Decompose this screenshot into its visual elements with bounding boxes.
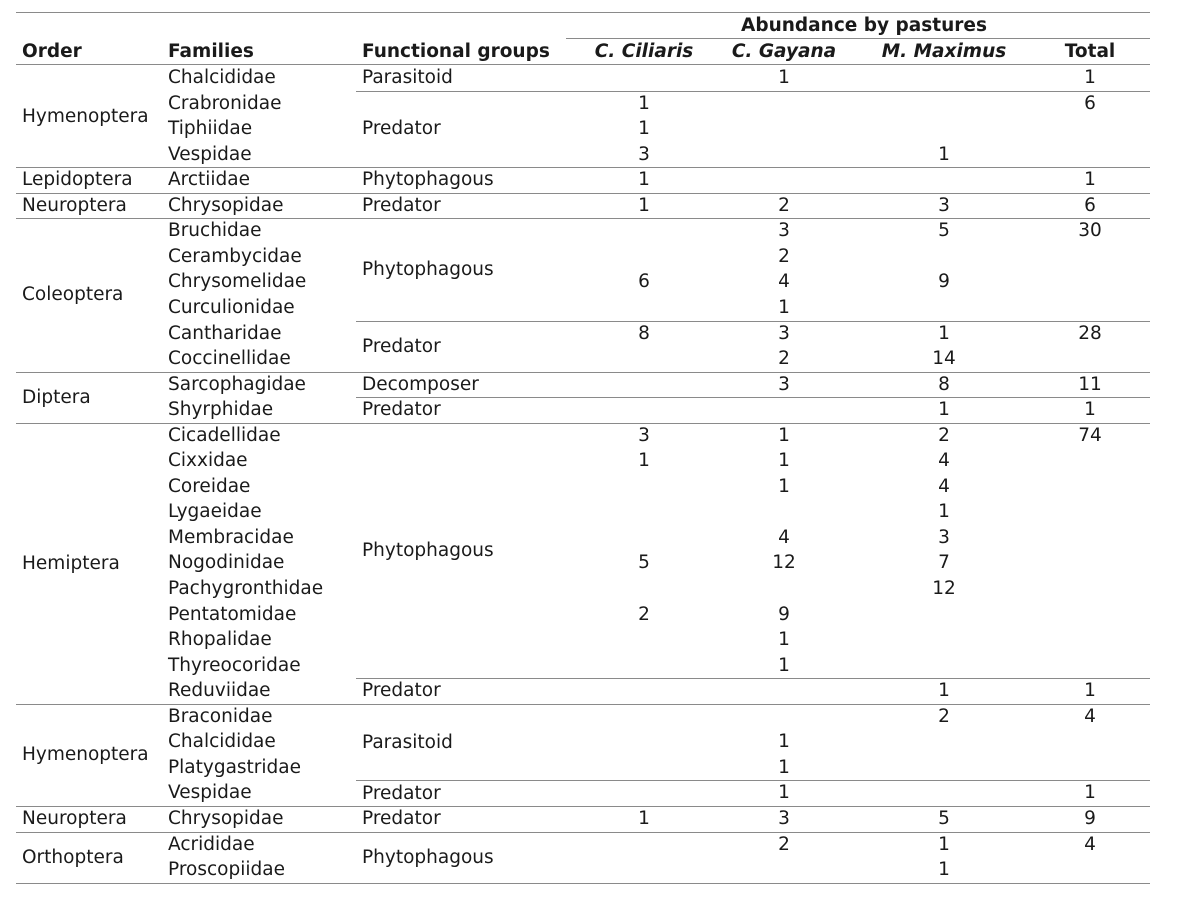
family-name: Cantharidae [168, 322, 282, 344]
order-label: Coleoptera [22, 284, 124, 306]
order-divider [16, 704, 1150, 705]
value-c-gayana: 3 [778, 220, 790, 242]
value-c-gayana: 1 [778, 731, 790, 753]
value-m-maximus: 1 [938, 399, 950, 421]
functional-group-label: Parasitoid [362, 67, 453, 89]
value-total: 4 [1084, 833, 1096, 855]
value-m-maximus: 1 [938, 859, 950, 881]
value-c-gayana: 1 [778, 475, 790, 497]
value-c-ciliaris: 1 [638, 92, 650, 114]
value-m-maximus: 1 [938, 143, 950, 165]
functional-group-label: Predator [362, 335, 441, 357]
family-name: Vespidae [168, 143, 252, 165]
top-rule [16, 12, 1150, 13]
family-name: Cicadellidae [168, 424, 281, 446]
value-c-ciliaris: 2 [638, 603, 650, 625]
family-name: Shyrphidae [168, 399, 274, 421]
value-total: 9 [1084, 807, 1096, 829]
functional-group-label: Predator [362, 808, 441, 830]
family-name: Platygastridae [168, 756, 302, 778]
family-name: Pentatomidae [168, 603, 297, 625]
order-label: Lepidoptera [22, 169, 133, 191]
order-divider [16, 218, 1150, 219]
header-c-ciliaris: C. Ciliaris [594, 41, 694, 62]
functional-group-label: Phytophagous [362, 846, 494, 868]
family-name: Membracidae [168, 526, 294, 548]
value-c-gayana: 12 [772, 552, 796, 574]
value-c-gayana: 1 [778, 782, 790, 804]
value-c-gayana: 3 [778, 322, 790, 344]
value-m-maximus: 3 [938, 526, 950, 548]
header-order: Order [22, 41, 82, 62]
value-c-gayana: 2 [778, 348, 790, 370]
family-name: Bruchidae [168, 220, 262, 242]
family-name: Chrysomelidae [168, 271, 307, 293]
group-divider [356, 91, 1150, 92]
value-c-gayana: 1 [778, 296, 790, 318]
family-name: Proscopiidae [168, 859, 285, 881]
value-c-gayana: 3 [778, 373, 790, 395]
order-divider [16, 832, 1150, 833]
order-divider [16, 423, 1150, 424]
family-name: Crabronidae [168, 92, 282, 114]
order-label: Neuroptera [22, 195, 127, 217]
functional-group-label: Predator [362, 680, 441, 702]
header-abundance-by-pastures: Abundance by pastures [741, 15, 987, 36]
family-name: Thyreocoridae [168, 654, 301, 676]
family-name: Braconidae [168, 705, 273, 727]
order-label: Hymenoptera [22, 105, 149, 127]
value-total: 6 [1084, 92, 1096, 114]
family-name: Chrysopidae [168, 807, 284, 829]
family-name: Cixxidae [168, 450, 248, 472]
order-label: Diptera [22, 386, 91, 408]
family-name: Sarcophagidae [168, 373, 306, 395]
group-divider [356, 321, 1150, 322]
value-c-ciliaris: 1 [638, 807, 650, 829]
order-divider [16, 372, 1150, 373]
family-name: Acrididae [168, 833, 255, 855]
value-c-ciliaris: 6 [638, 271, 650, 293]
family-name: Arctiidae [168, 169, 251, 191]
value-c-gayana: 3 [778, 807, 790, 829]
value-c-gayana: 4 [778, 271, 790, 293]
value-total: 74 [1078, 424, 1102, 446]
value-c-gayana: 4 [778, 526, 790, 548]
family-name: Rhopalidae [168, 629, 272, 651]
order-label: Hymenoptera [22, 744, 149, 766]
functional-group-label: Phytophagous [362, 539, 494, 561]
value-c-gayana: 1 [778, 450, 790, 472]
functional-group-label: Phytophagous [362, 258, 494, 280]
header-total: Total [1064, 41, 1116, 62]
value-total: 1 [1084, 782, 1096, 804]
value-c-gayana: 1 [778, 756, 790, 778]
family-name: Vespidae [168, 782, 252, 804]
group-divider [356, 780, 1150, 781]
value-m-maximus: 1 [938, 680, 950, 702]
family-name: Tiphiidae [168, 118, 253, 140]
order-divider [16, 883, 1150, 884]
value-m-maximus: 5 [938, 807, 950, 829]
family-name: Coreidae [168, 475, 251, 497]
group-divider [356, 678, 1150, 679]
value-c-ciliaris: 3 [638, 143, 650, 165]
value-total: 1 [1084, 399, 1096, 421]
value-m-maximus: 1 [938, 322, 950, 344]
value-c-gayana: 1 [778, 67, 790, 88]
order-label: Neuroptera [22, 808, 127, 830]
value-m-maximus: 14 [932, 348, 956, 370]
family-name: Nogodinidae [168, 552, 285, 574]
family-name: Chalcididae [168, 67, 276, 88]
value-c-ciliaris: 1 [638, 118, 650, 140]
functional-group-label: Phytophagous [362, 169, 494, 191]
value-c-gayana: 2 [778, 245, 790, 267]
family-name: Curculionidae [168, 296, 295, 318]
value-c-gayana: 1 [778, 629, 790, 651]
header-functional-groups: Functional groups [362, 41, 550, 62]
family-name: Lygaeidae [168, 501, 262, 523]
value-c-gayana: 9 [778, 603, 790, 625]
header-c-gayana: C. Gayana [731, 41, 837, 62]
value-total: 4 [1084, 705, 1096, 727]
functional-group-label: Predator [362, 399, 441, 421]
value-total: 1 [1084, 67, 1096, 88]
value-c-ciliaris: 1 [638, 450, 650, 472]
family-name: Cerambycidae [168, 245, 302, 267]
order-divider [16, 193, 1150, 194]
value-total: 30 [1078, 220, 1102, 242]
order-divider [16, 167, 1150, 168]
value-c-ciliaris: 1 [638, 169, 650, 191]
family-name: Chrysopidae [168, 194, 284, 216]
value-total: 11 [1078, 373, 1102, 395]
value-m-maximus: 4 [938, 450, 950, 472]
value-c-gayana: 2 [778, 194, 790, 216]
value-m-maximus: 9 [938, 271, 950, 293]
value-m-maximus: 7 [938, 552, 950, 574]
header-m-maximus: M. Maximus [881, 41, 1007, 62]
value-total: 6 [1084, 194, 1096, 216]
value-c-ciliaris: 1 [638, 194, 650, 216]
value-total: 1 [1084, 169, 1096, 191]
functional-group-label: Parasitoid [362, 731, 453, 753]
value-c-gayana: 1 [778, 424, 790, 446]
functional-group-label: Predator [362, 782, 441, 804]
functional-group-label: Predator [362, 118, 441, 140]
value-c-ciliaris: 3 [638, 424, 650, 446]
value-m-maximus: 3 [938, 194, 950, 216]
family-name: Pachygronthidae [168, 578, 324, 599]
value-m-maximus: 5 [938, 220, 950, 242]
value-m-maximus: 2 [938, 424, 950, 446]
value-c-ciliaris: 8 [638, 322, 650, 344]
value-m-maximus: 2 [938, 705, 950, 727]
value-m-maximus: 8 [938, 373, 950, 395]
value-c-gayana: 2 [778, 833, 790, 855]
functional-group-label: Predator [362, 195, 441, 217]
family-name: Chalcididae [168, 731, 276, 753]
value-total: 1 [1084, 680, 1096, 702]
value-total: 28 [1078, 322, 1102, 344]
order-divider [16, 806, 1150, 807]
value-m-maximus: 12 [932, 578, 956, 599]
header-families: Families [168, 41, 254, 62]
group-divider [356, 397, 1150, 398]
functional-group-label: Decomposer [362, 373, 479, 395]
order-label: Orthoptera [22, 846, 124, 868]
family-name: Reduviidae [168, 680, 271, 702]
family-name: Coccinellidae [168, 348, 291, 370]
value-m-maximus: 4 [938, 475, 950, 497]
value-c-gayana: 1 [778, 654, 790, 676]
order-label: Hemiptera [22, 552, 120, 574]
value-c-ciliaris: 5 [638, 552, 650, 574]
value-m-maximus: 1 [938, 501, 950, 523]
value-m-maximus: 1 [938, 833, 950, 855]
